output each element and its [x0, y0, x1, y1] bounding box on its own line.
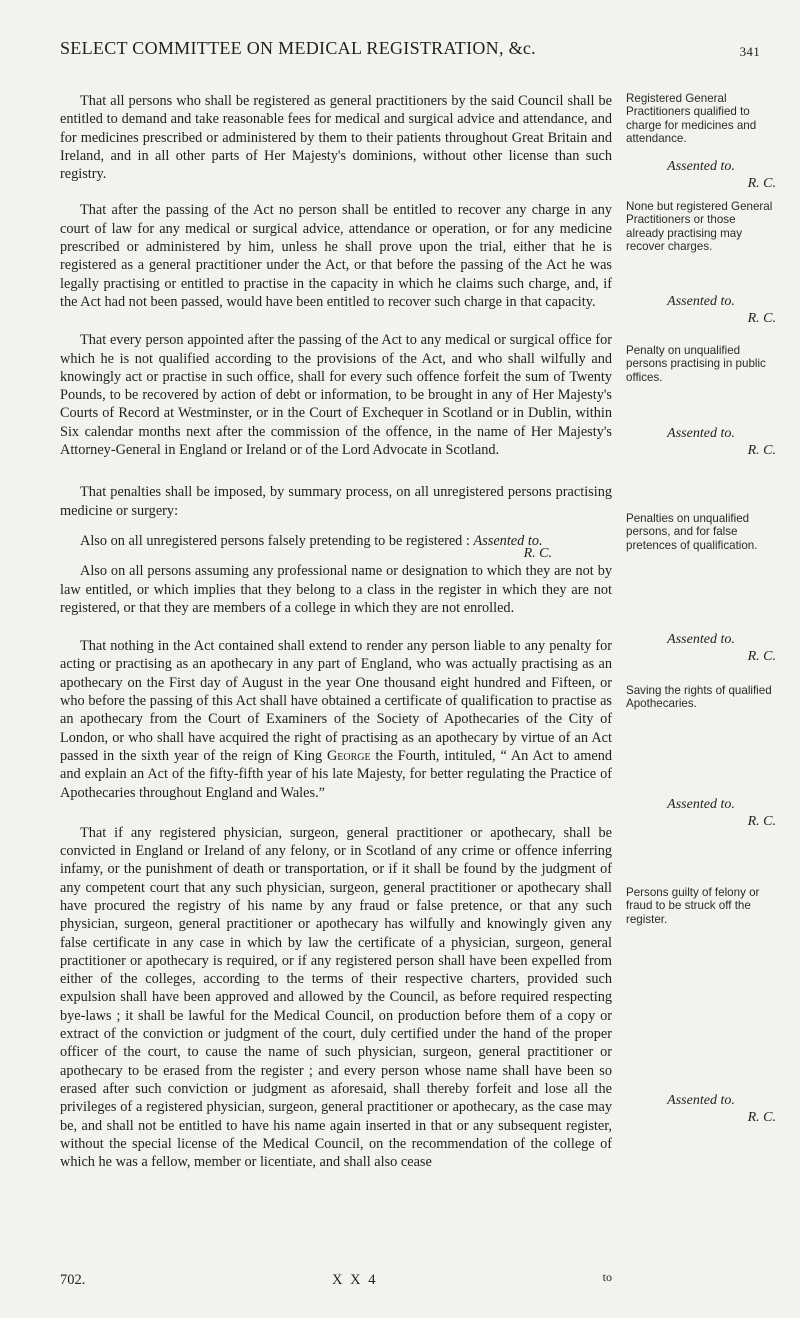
paragraph-apothecaries	[60, 637, 612, 802]
footer-catchword: to	[602, 1270, 612, 1284]
assent-initials: R. C.	[747, 176, 776, 191]
assent-label: Assented to.	[667, 426, 735, 441]
assent-initials: R. C.	[747, 814, 776, 829]
assent-label: Assented to.	[667, 159, 735, 174]
side-note-felony: Persons guilty of felony or fraud to be struck off the register.	[626, 886, 760, 926]
side-note-apothecaries: Saving the rights of qualified Apothecaries.	[626, 684, 772, 711]
paragraph-registered-fees: That all persons who shall be registered as general practitioners by the said Council shall be entitled to demand and take reasonable fees for medical and surgical advice and attendance, and for medicines prescribed or administered by them to their patients throughout Great Britain and Ireland, and in all other parts of Her Majesty's dominions, without other license than such registry.	[60, 93, 612, 183]
assent-block-4	[626, 631, 776, 665]
paragraph-professional-name: Also on all persons assuming any professional name or designation to which they are not by law entitled, or which implies that they belong to a class in the register in which they are not registered, or that they are members of a college in which they are not enrolled.	[60, 563, 612, 616]
assent-label: Assented to.	[667, 294, 735, 309]
false-pretence-text: Also on all unregistered persons falsely pretending to be registered :	[80, 532, 470, 549]
assent-label: Assented to.	[667, 797, 735, 812]
assent-block-5	[626, 796, 776, 830]
main-text	[60, 92, 612, 1171]
side-note-penalty-offices: Penalty on unqualified persons practising in public offices.	[626, 344, 766, 384]
paragraph-recover-charges: That after the passing of the Act no person shall be entitled to recover any charge in any court of law for any medical or surgical advice, attendance or operation, or for any medicine prescribed or administered by him, unless he shall prove upon the trial, either that he is registered as a general practitioner under the Act, or that before the passing of the Act he was legally practising or entitled to practise in the capacity in which he claims such charge, and, if the Act had not been passed, would have been entitled to recover such charge in that capacity.	[60, 202, 612, 310]
running-head	[60, 38, 760, 59]
paragraph-summary-penalties: That penalties shall be imposed, by summary process, on all unregistered persons practising medicine or surgery:	[60, 484, 612, 519]
assent-label: Assented to.	[667, 632, 735, 647]
inline-assent-initials: R. C.	[523, 546, 552, 562]
assent-initials: R. C.	[747, 443, 776, 458]
assent-initials: R. C.	[747, 311, 776, 326]
assent-initials: R. C.	[747, 649, 776, 664]
king-name: George	[326, 747, 371, 764]
footer-signature: X X 4	[332, 1272, 378, 1288]
footer-number: 702.	[60, 1272, 86, 1288]
assent-block-2	[626, 293, 776, 327]
assent-label: Assented to.	[667, 1093, 735, 1108]
assent-block-3	[626, 425, 776, 459]
side-note-registered: Registered General Practitioners qualified to charge for medicines and attendance.	[626, 92, 757, 146]
inline-assented-label: Assented to.	[473, 532, 543, 549]
paragraph-felony: That if any registered physician, surgeon, general practitioner or apothecary, shall be convicted in England or Ireland of any felony, or in Scotland of any crime or offence inferring infamy, or the punishment of death or transportation, or if it shall be found by the judgment of any competent court that any such physician, surgeon, general practitioner or apothecary shall have procured the registry of his name by any fraud or false pretence, or that any such physician, surgeon, general practitioner or apothecary has wilfully and knowingly given any false certificate in any case in which by law the certificate of a physician, surgeon, general practitioner or apothecary is required, or if any registered person shall have been expelled from either of the colleges, according to the terms of their respective charters, provided such expulsion shall have been approved and allowed by the Council, as before required respecting bye-laws ; it shall be lawful for the Medical Council, on production before them of a copy or extract of the conviction or judgment of the court, duly certified under the hand of the proper officer of the court, to cause the name of such physician, surgeon, general practitioner or apothecary to be erased from the register ; and every person whose name shall have been so erased after such conviction or judgment as aforesaid, shall thereby forfeit and lose all the privileges of a registered physician, surgeon, general practitioner or apothecary, as the case may be, and shall not be entitled to have his name again inserted in that or any subsequent register, without the special license of the Medical Council, on the recommendation of the college of which he was a fellow, member or licentiate, and shall also cease	[60, 824, 612, 1171]
assent-block-1	[626, 158, 776, 192]
header-title: SELECT COMMITTEE ON MEDICAL REGISTRATION, &c.	[60, 38, 536, 58]
assent-block-6	[626, 1092, 776, 1126]
page-footer	[60, 1272, 612, 1292]
side-note-recover: None but registered General Practitioners or those already practising may recover charges.	[626, 200, 773, 254]
apothecaries-text: That nothing in the Act contained shall extend to render any person liable to any penalty for acting or practising as an apothecary in any part of England, who was actually practising as an apothecary on the First day of August in the year One thousand eight hundred and Fifteen, or who before the passing of this Act shall have obtained a certificate of qualification to practise as an apothecary from the Court of Examiners of the Society of Apothecaries of the City of London, or who shall have acquired the right of practising as an apothecary by virtue of an Act passed in the sixth year of the reign of King	[60, 638, 612, 764]
page-number: 341	[739, 44, 760, 59]
apothecaries-text-cont: the Fourth, intituled, “ An Act to amend and explain an Act of the fifty-fifth year of his late Majesty, for better regulating the Practice of Apothecaries throughout England and Wales.”	[60, 747, 612, 801]
side-note-penalties: Penalties on unqualified persons, and for false pretences of qualification.	[626, 512, 758, 552]
paragraph-penalty-offices: That every person appointed after the passing of the Act to any medical or surgical office for which he is not qualified according to the provisions of the Act, and who shall wilfully and knowingly act or practise in such office, shall for every such offence forfeit the sum of Twenty Pounds, to be recovered by action of debt or information, to be brought in any of Her Majesty's Courts of Record at Westminster, or in the Court of Exchequer in Scotland or in Dublin, within Six calendar months next after the commission of the offence, in the name of Her Majesty's Attorney-General in England or Ireland or of the Lord Advocate in Scotland.	[60, 332, 612, 459]
assent-initials: R. C.	[747, 1110, 776, 1125]
